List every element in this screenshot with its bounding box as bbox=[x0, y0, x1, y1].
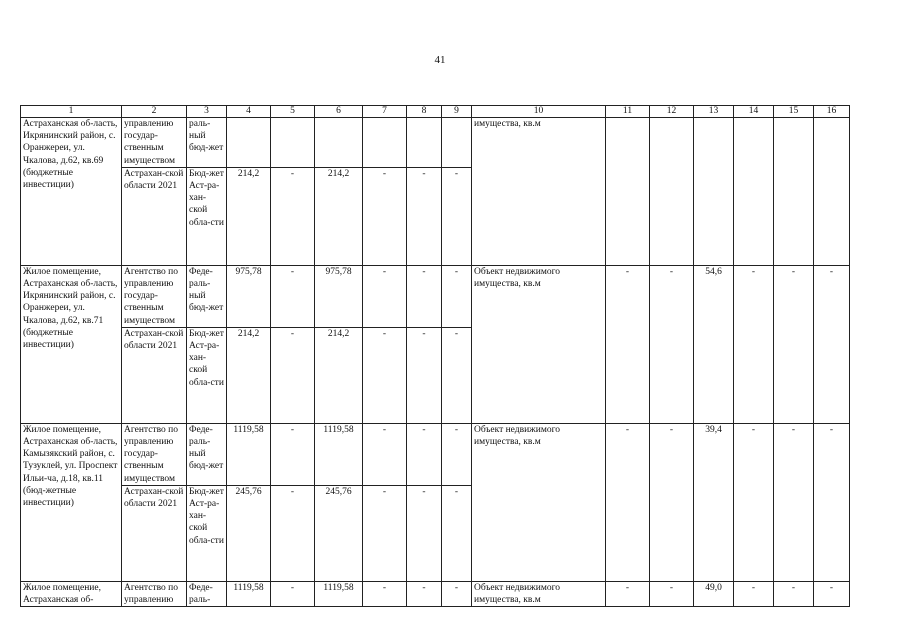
value-cell: 1119,58 bbox=[227, 423, 271, 485]
indicator-value: - bbox=[650, 423, 694, 581]
value-cell: - bbox=[271, 167, 315, 265]
value-cell: - bbox=[271, 423, 315, 485]
indicator-value: 49,0 bbox=[694, 581, 734, 606]
value-cell: 214,2 bbox=[227, 167, 271, 265]
budget-table bbox=[20, 105, 850, 607]
column-header: 4 bbox=[227, 106, 271, 118]
indicator-value: - bbox=[606, 265, 650, 423]
value-cell: - bbox=[271, 327, 315, 423]
indicator-name: Объект недвижимого имущества, кв.м bbox=[472, 423, 606, 581]
agency-cell: Астрахан-ской области 2021 bbox=[122, 485, 187, 581]
indicator-value: - bbox=[650, 265, 694, 423]
indicator-value: - bbox=[774, 581, 814, 606]
source-cell: Бюд-жет Аст-ра-хан-ской обла-сти bbox=[187, 167, 227, 265]
value-cell: - bbox=[271, 581, 315, 606]
agency-cell: Агентство по управлению государ-ственным имуществом bbox=[122, 265, 187, 327]
value-cell: 214,2 bbox=[315, 167, 363, 265]
agency-cell: Агентство по управлению государ-ственным имуществом bbox=[122, 423, 187, 485]
value-cell: 1119,58 bbox=[315, 581, 363, 606]
source-cell: Бюд-жет Аст-ра-хан-ской обла-сти bbox=[187, 485, 227, 581]
indicator-value: - bbox=[734, 423, 774, 581]
value-cell: - bbox=[442, 265, 472, 327]
value-cell: - bbox=[363, 265, 407, 327]
agency-cell: Астрахан-ской области 2021 bbox=[122, 167, 187, 265]
column-header: 16 bbox=[814, 106, 850, 118]
indicator-value: - bbox=[814, 265, 850, 423]
source-cell: Феде-раль- bbox=[187, 581, 227, 606]
table-row bbox=[21, 423, 850, 485]
object-description: Астраханская об-ласть, Икрянинский район, с. Оранжереи, ул. Чкалова, д.62, кв.69 (бюджетные инвестиции) bbox=[21, 118, 122, 266]
column-header: 14 bbox=[734, 106, 774, 118]
column-header: 8 bbox=[407, 106, 442, 118]
source-cell: раль-ный бюд-жет bbox=[187, 118, 227, 168]
table-row bbox=[21, 118, 850, 168]
value-cell: - bbox=[442, 581, 472, 606]
value-cell: - bbox=[363, 581, 407, 606]
value-cell: - bbox=[363, 167, 407, 265]
indicator-value: 39,4 bbox=[694, 423, 734, 581]
column-header: 2 bbox=[122, 106, 187, 118]
value-cell: - bbox=[442, 423, 472, 485]
column-header: 5 bbox=[271, 106, 315, 118]
page-number: 41 bbox=[434, 54, 446, 66]
value-cell: 245,76 bbox=[315, 485, 363, 581]
indicator-value: - bbox=[814, 423, 850, 581]
indicator-value: - bbox=[774, 423, 814, 581]
column-header-row bbox=[21, 106, 850, 118]
value-cell bbox=[442, 118, 472, 168]
column-header: 10 bbox=[472, 106, 606, 118]
value-cell: - bbox=[407, 167, 442, 265]
value-cell: - bbox=[407, 265, 442, 327]
agency-cell: Астрахан-ской области 2021 bbox=[122, 327, 187, 423]
indicator-value: - bbox=[734, 265, 774, 423]
value-cell bbox=[407, 118, 442, 168]
value-cell bbox=[227, 118, 271, 168]
object-description: Жилое помещение, Астраханская об-ласть, Камызякский район, с. Тузуклей, ул. Проспект Ильи-ча, д.18, кв.11 (бюд-жетные инвестиции) bbox=[21, 423, 122, 581]
source-cell: Бюд-жет Аст-ра-хан-ской обла-сти bbox=[187, 327, 227, 423]
column-header: 6 bbox=[315, 106, 363, 118]
object-description: Жилое помещение, Астраханская об- bbox=[21, 581, 122, 606]
value-cell: - bbox=[407, 581, 442, 606]
indicator-value bbox=[606, 118, 650, 266]
value-cell: 975,78 bbox=[227, 265, 271, 327]
indicator-name: Объект недвижимого имущества, кв.м bbox=[472, 581, 606, 606]
value-cell: 975,78 bbox=[315, 265, 363, 327]
column-header: 3 bbox=[187, 106, 227, 118]
indicator-value bbox=[814, 118, 850, 266]
indicator-value: - bbox=[814, 581, 850, 606]
source-cell: Феде-раль-ный бюд-жет bbox=[187, 423, 227, 485]
column-header: 7 bbox=[363, 106, 407, 118]
column-header: 11 bbox=[606, 106, 650, 118]
value-cell bbox=[315, 118, 363, 168]
column-header: 13 bbox=[694, 106, 734, 118]
indicator-value: 54,6 bbox=[694, 265, 734, 423]
indicator-value: - bbox=[734, 581, 774, 606]
value-cell: - bbox=[271, 485, 315, 581]
value-cell: - bbox=[407, 327, 442, 423]
agency-cell: управлению государ-ственным имуществом bbox=[122, 118, 187, 168]
value-cell: 1119,58 bbox=[315, 423, 363, 485]
value-cell: - bbox=[442, 327, 472, 423]
value-cell: - bbox=[363, 485, 407, 581]
object-description: Жилое помещение, Астраханская об-ласть, Икрянинский район, с. Оранжереи, ул. Чкалова, д.62, кв.71 (бюджетные инвестиции) bbox=[21, 265, 122, 423]
column-header: 15 bbox=[774, 106, 814, 118]
indicator-name: Объект недвижимого имущества, кв.м bbox=[472, 265, 606, 423]
source-cell: Феде-раль-ный бюд-жет bbox=[187, 265, 227, 327]
indicator-value bbox=[650, 118, 694, 266]
column-header: 9 bbox=[442, 106, 472, 118]
value-cell: 1119,58 bbox=[227, 581, 271, 606]
value-cell: - bbox=[442, 485, 472, 581]
column-header: 1 bbox=[21, 106, 122, 118]
agency-cell: Агентство по управлению bbox=[122, 581, 187, 606]
table-row bbox=[21, 265, 850, 327]
value-cell: - bbox=[442, 167, 472, 265]
value-cell: - bbox=[363, 423, 407, 485]
indicator-value bbox=[734, 118, 774, 266]
value-cell: 214,2 bbox=[227, 327, 271, 423]
value-cell: - bbox=[407, 485, 442, 581]
value-cell bbox=[271, 118, 315, 168]
value-cell: 245,76 bbox=[227, 485, 271, 581]
indicator-value: - bbox=[606, 423, 650, 581]
value-cell: - bbox=[271, 265, 315, 327]
table-row bbox=[21, 581, 850, 606]
value-cell: - bbox=[363, 327, 407, 423]
indicator-value bbox=[774, 118, 814, 266]
value-cell: 214,2 bbox=[315, 327, 363, 423]
indicator-value: - bbox=[774, 265, 814, 423]
value-cell: - bbox=[407, 423, 442, 485]
indicator-value: - bbox=[650, 581, 694, 606]
column-header: 12 bbox=[650, 106, 694, 118]
value-cell bbox=[363, 118, 407, 168]
indicator-value: - bbox=[606, 581, 650, 606]
indicator-value bbox=[694, 118, 734, 266]
indicator-name: имущества, кв.м bbox=[472, 118, 606, 266]
